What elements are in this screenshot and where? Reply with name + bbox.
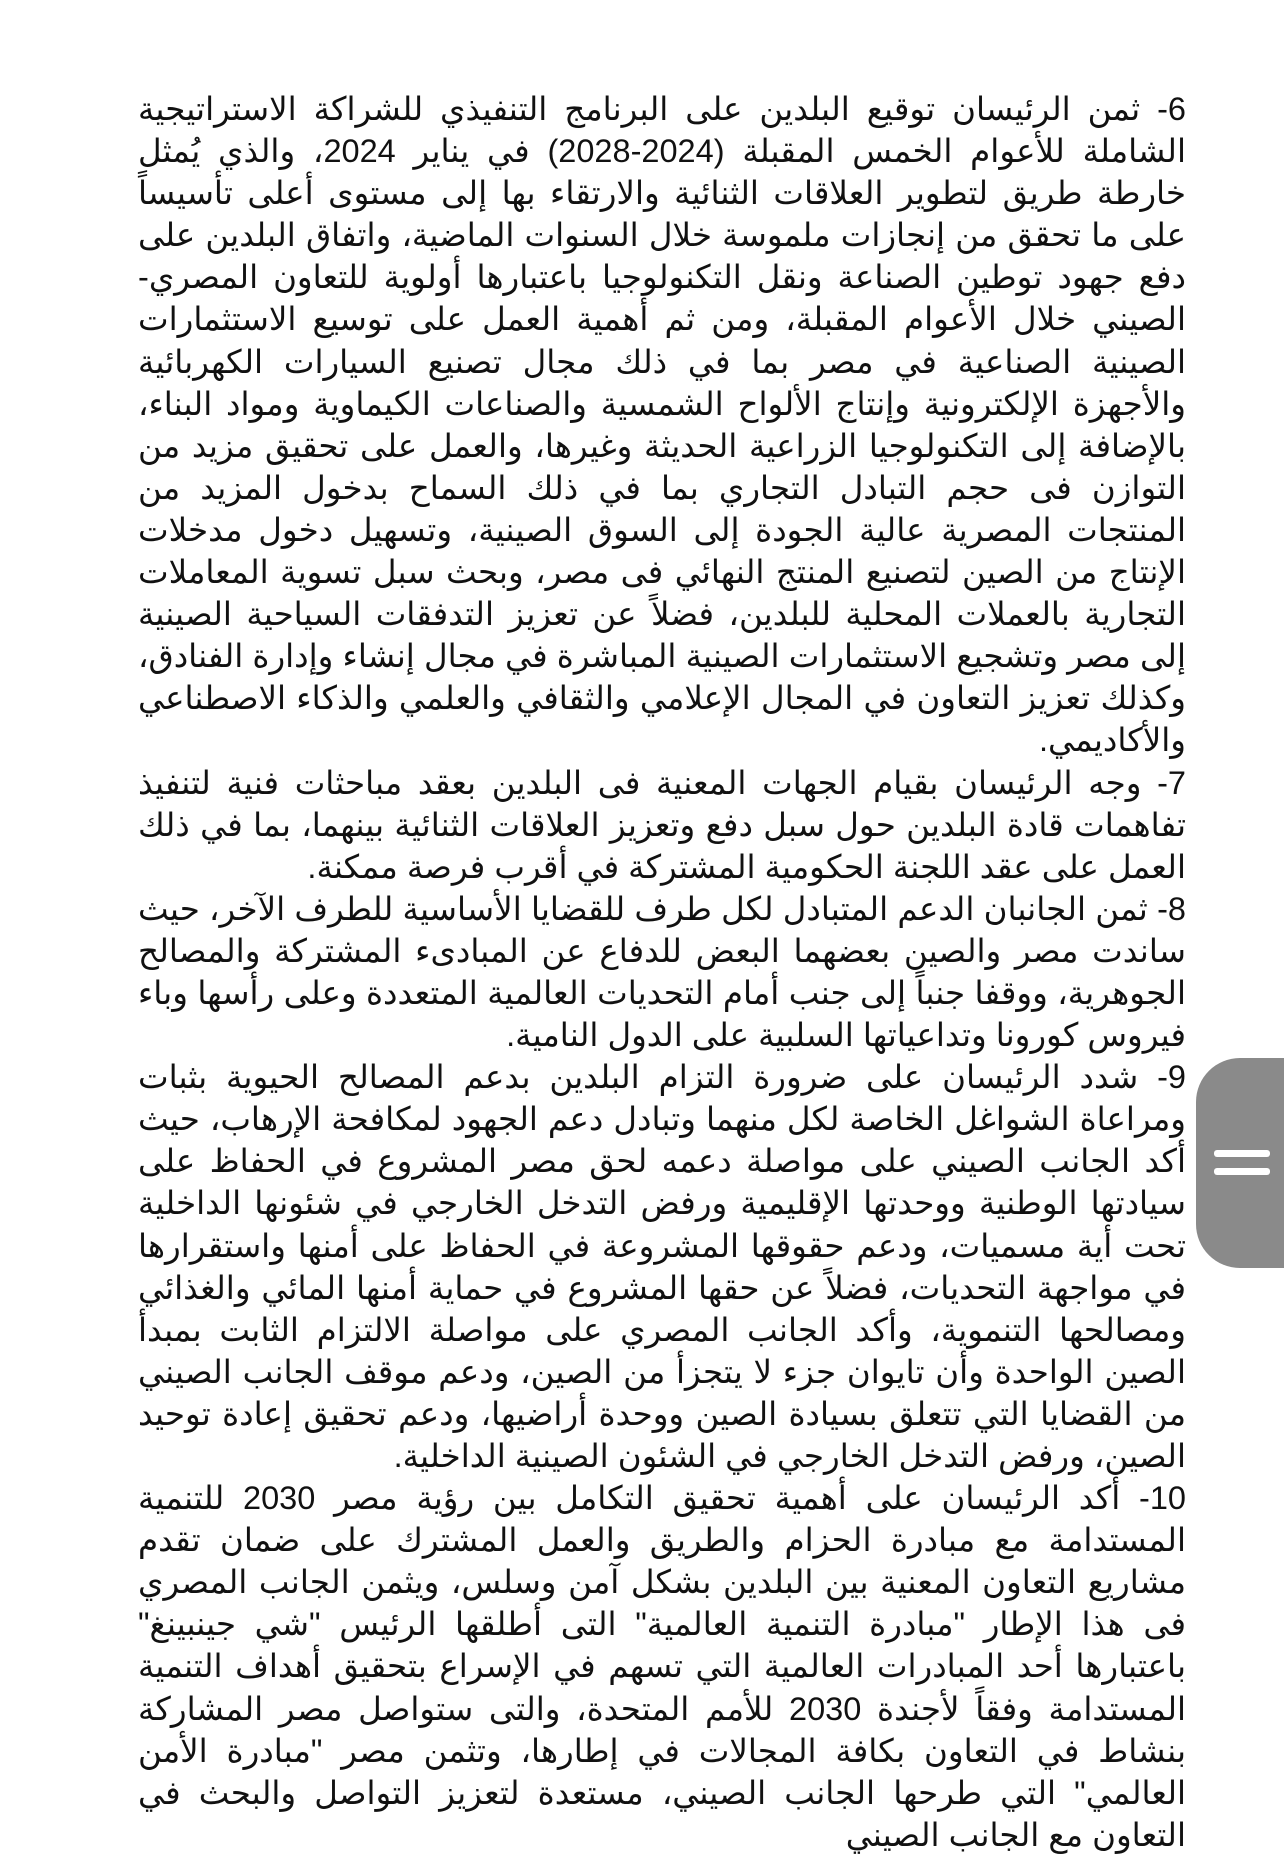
scroll-handle[interactable] xyxy=(1196,1058,1284,1268)
paragraph-item-10: 10- أكد الرئيسان على أهمية تحقيق التكامل بين رؤية مصر 2030 للتنمية المستدامة مع مبادرة الحزام والطريق والعمل المشترك على ضمان تقدم مشاريع التعاون المعنية بين البلدين بشكل آمن وسلس، ويثمن الجانب المصري فى هذا الإطار "مبادرة التنمية العالمية" التى أطلقها الرئيس "شي جينبينغ" باعتبارها أحد المبادرات العالمية التي تسهم في الإسراع بتحقيق أهداف التنمية المستدامة وفقاً لأجندة 2030 للأمم المتحدة، والتى ستواصل مصر المشاركة بنشاط في التعاون بكافة المجالات في إطارها، وتثمن مصر "مبادرة الأمن العالمي" التي طرحها الجانب الصيني، مستعدة لتعزيز التواصل والبحث في التعاون مع الجانب الصيني xyxy=(138,1480,1186,1853)
drag-line-bottom xyxy=(1214,1168,1270,1175)
paragraph-item-9: 9- شدد الرئيسان على ضرورة التزام البلدين بدعم المصالح الحيوية بثبات ومراعاة الشواغل الخاصة لكل منهما وتبادل دعم الجهود لمكافحة الإرهاب، حيث أكد الجانب الصيني على مواصلة دعمه لحق مصر المشروع في الحفاظ على سيادتها الوطنية ووحدتها الإقليمية ورفض التدخل الخارجي في شئونها الداخلية تحت أية مسميات، ودعم حقوقها المشروعة في الحفاظ على أمنها واستقرارها في مواجهة التحديات، فضلاً عن حقها المشروع في حماية أمنها المائي والغذائي ومصالحها التنموية، وأكد الجانب المصري على مواصلة الالتزام الثابت بمبدأ الصين الواحدة وأن تايوان جزء لا يتجزأ من الصين، ودعم موقف الجانب الصيني من القضايا التي تتعلق بسيادة الصين ووحدة أراضيها، ودعم تحقيق إعادة توحيد الصين، ورفض التدخل الخارجي في الشئون الصينية الداخلية. xyxy=(138,1059,1186,1474)
document-body xyxy=(138,88,1186,1856)
paragraph-item-7: 7- وجه الرئيسان بقيام الجهات المعنية فى البلدين بعقد مباحثات فنية لتنفيذ تفاهمات قادة البلدين حول سبل دفع وتعزيز العلاقات الثنائية بينهما، بما في ذلك العمل على عقد اللجنة الحكومية المشتركة في أقرب فرصة ممكنة. xyxy=(138,764,1186,885)
drag-line-top xyxy=(1214,1150,1270,1157)
paragraph-item-8: 8- ثمن الجانبان الدعم المتبادل لكل طرف للقضايا الأساسية للطرف الآخر، حيث ساندت مصر والصين بعضهما البعض للدفاع عن المبادىء المشتركة والمصالح الجوهرية، ووقفا جنباً إلى جنب أمام التحديات العالمية المتعددة وعلى رأسها وباء فيروس كورونا وتداعياتها السلبية على الدول النامية. xyxy=(138,890,1186,1054)
paragraph-item-6: 6- ثمن الرئيسان توقيع البلدين على البرنامج التنفيذي للشراكة الاستراتيجية الشاملة للأعوام الخمس المقبلة (2024-2028) في يناير 2024، والذي يُمثل خارطة طريق لتطوير العلاقات الثنائية والارتقاء بها إلى مستوى أعلى تأسيساً على ما تحقق من إنجازات ملموسة خلال السنوات الماضية، واتفاق البلدين على دفع جهود توطين الصناعة ونقل التكنولوجيا باعتبارها أولوية للتعاون المصري-الصيني خلال الأعوام المقبلة، ومن ثم أهمية العمل على توسيع الاستثمارات الصينية الصناعية في مصر بما في ذلك مجال تصنيع السيارات الكهربائية والأجهزة الإلكترونية وإنتاج الألواح الشمسية والصناعات الكيماوية ومواد البناء، بالإضافة إلى التكنولوجيا الزراعية الحديثة وغيرها، والعمل على تحقيق مزيد من التوازن فى حجم التبادل التجاري بما في ذلك السماح بدخول المزيد من المنتجات المصرية عالية الجودة إلى السوق الصينية، وتسهيل دخول مدخلات الإنتاج من الصين لتصنيع المنتج النهائي فى مصر، وبحث سبل تسوية المعاملات التجارية بالعملات المحلية للبلدين، فضلاً عن تعزيز التدفقات السياحية الصينية إلى مصر وتشجيع الاستثمارات الصينية المباشرة في مجال إنشاء وإدارة الفنادق، وكذلك تعزيز التعاون في المجال الإعلامي والثقافي والعلمي والذكاء الاصطناعي والأكاديمي. xyxy=(138,91,1186,759)
